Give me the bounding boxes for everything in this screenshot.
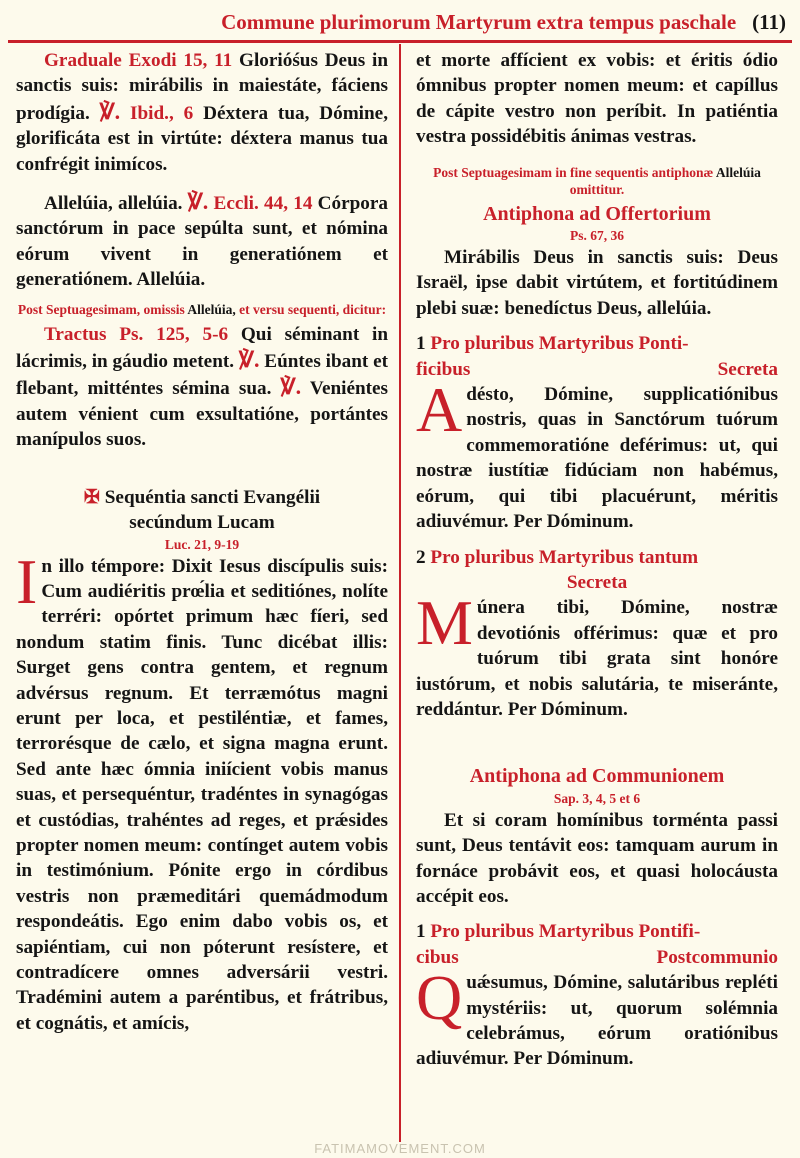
postcommunio-text: Quǽsumus, Dómine, salutáribus repléti mystériis: ut, quorum solémnia celebrámus, eórum oratiónibus adiuvémur. Per Dóminum. (416, 962, 778, 1070)
secreta1-heading-cont: ficibus Secreta (416, 358, 778, 380)
running-title: Commune plurimorum Martyrum extra tempus paschale (221, 9, 737, 34)
secreta2-text: Múnera tibi, Dómine, nostræ devotiónis offérimus: quæ et pro tuórum tibi grata sint honóre iustórum, et nobis salutária, te miseránte, reddántur. Per Dóminum. (416, 587, 778, 720)
gospel-reference: Luc. 21, 9-19 (164, 536, 240, 552)
offertory-reference: Ps. 67, 36 (570, 228, 624, 244)
secreta1-heading: 1 Pro pluribus Martyribus Ponti- (416, 333, 689, 355)
right-column (416, 48, 778, 1072)
watermark: FATIMAMOVEMENT.COM (314, 1141, 486, 1156)
drop-cap: Q (416, 962, 463, 1034)
secreta2-heading: 2 Pro pluribus Martyribus tantum (416, 546, 699, 568)
drop-cap: I (16, 545, 38, 617)
postcommunio-heading: 1 Pro pluribus Martyribus Pontifi- (416, 921, 701, 943)
versicle-icon: ℣. (99, 98, 121, 124)
gospel-continuation: et morte affícient ex vobis: et éritis ódio ómnibus propter nomen meum: et capíllus de cápite vestro non períbit. In patiéntia vestra possidébitis ánimas vestras. (416, 50, 778, 148)
rubric-septuagesima: Post Septuagesimam, omissis Allelúia, et versu sequenti, dicitur: (17, 301, 387, 317)
gospel-title: ✠ Sequéntia sancti Evangélii (83, 486, 321, 508)
offertory-text: Mirábilis Deus in sanctis suis: Deus Israël, ipse dabit virtútem, et fortitúdinem plebi suæ: benedíctus Deus, allelúia. (416, 247, 778, 319)
communion-reference: Sap. 3, 4, 5 et 6 (553, 790, 641, 806)
rubric-offertory: Post Septuagesimam in fine sequentis antiphonæ Allelúia omittitur. (433, 164, 761, 197)
versicle-icon: ℣. (238, 347, 260, 373)
drop-cap: M (416, 587, 473, 659)
left-column (16, 48, 388, 1036)
tractus: Tractus Ps. 125, 5-6 Qui séminant in lácrimis, in gáudio metent. ℣. Eúntes ibant et flebant, mitténtes sémina sua. ℣. Veniéntes autem vénient cum exsultatióne, portántes manípulos suos. (16, 323, 389, 451)
graduale: Graduale Exodi 15, 11 Glorióśus Deus in sanctis suis: mirábilis in maiestáte, fáciens prodígia. ℣. Ibid., 6 Déxtera tua, Dómine, glorificáta est in virtúte: déxtera manus tua confrégit inimícos. (16, 50, 388, 175)
offertory-heading: Antiphona ad Offertorium (483, 202, 711, 225)
page-header (8, 4, 792, 43)
versicle-icon: ℣. (280, 374, 302, 400)
cross-icon: ✠ (83, 486, 100, 508)
communion-text: Et si coram homínibus torménta passi sunt, Deus tentávit eos: tamquam aurum in fornáce probávit eos, et quasi holocáusta accépit eos. (416, 809, 778, 907)
secreta1-text: Adésto, Dómine, supplicatiónibus nostris, quas in Sanctórum tuórum commemoratióne deférimus: ut, qui nostræ iustítiæ fidúciam non habémus, eórum, qui tibi placuérunt, méritis adiuvémur. Per Dóminum. (416, 374, 778, 533)
gospel-subtitle: secúndum Lucam (129, 512, 275, 534)
drop-cap: A (416, 374, 463, 446)
versicle-icon: ℣. (187, 189, 209, 215)
page-number: (11) (752, 9, 786, 34)
column-divider (399, 44, 401, 1142)
gospel-text: In illo témpore: Dixit Iesus discípulis suis: Cum audiéritis prœ́lia et seditiónes, nolíte terréri: opórtet primum hæc fíeri, sed nondum statim finis. Tunc dicébat illis: Surget gens contra gentem, et regnum advérsus regnum. Et terræmótus magni erunt per loca, et pestiléntiæ, et fames, terrorésque de cælo, et signa magna erunt. Sed ante hæc ómnia iniícient vobis manus suas, et persequéntur, tradéntes in synagógas et custódias, trahéntes ad reges, et prǽsides propter nomen meum: contínget autem vobis in testimónium. Pónite ergo in córdibus vestris non præmeditári quemádmodum respondeátis. Ego enim dabo vobis os, et sapiéntiam, cui non póterunt resístere, et contradícere omnes adversárii vestri. Tradémini autem a paréntibus, et frátribus, et cognátis, et amícis, (16, 545, 388, 1034)
communion-heading: Antiphona ad Communionem (469, 765, 725, 788)
postcommunio-heading-cont: cibus Postcommunio (416, 946, 778, 968)
alleluia: Allelúia, allelúia. ℣. Eccli. 44, 14 Córpora sanctórum in pace sepúlta sunt, et nómina eórum vivent in generatiónem et generatiónem. Allelúia. (16, 189, 389, 291)
secreta2-label: Secreta (566, 571, 628, 593)
